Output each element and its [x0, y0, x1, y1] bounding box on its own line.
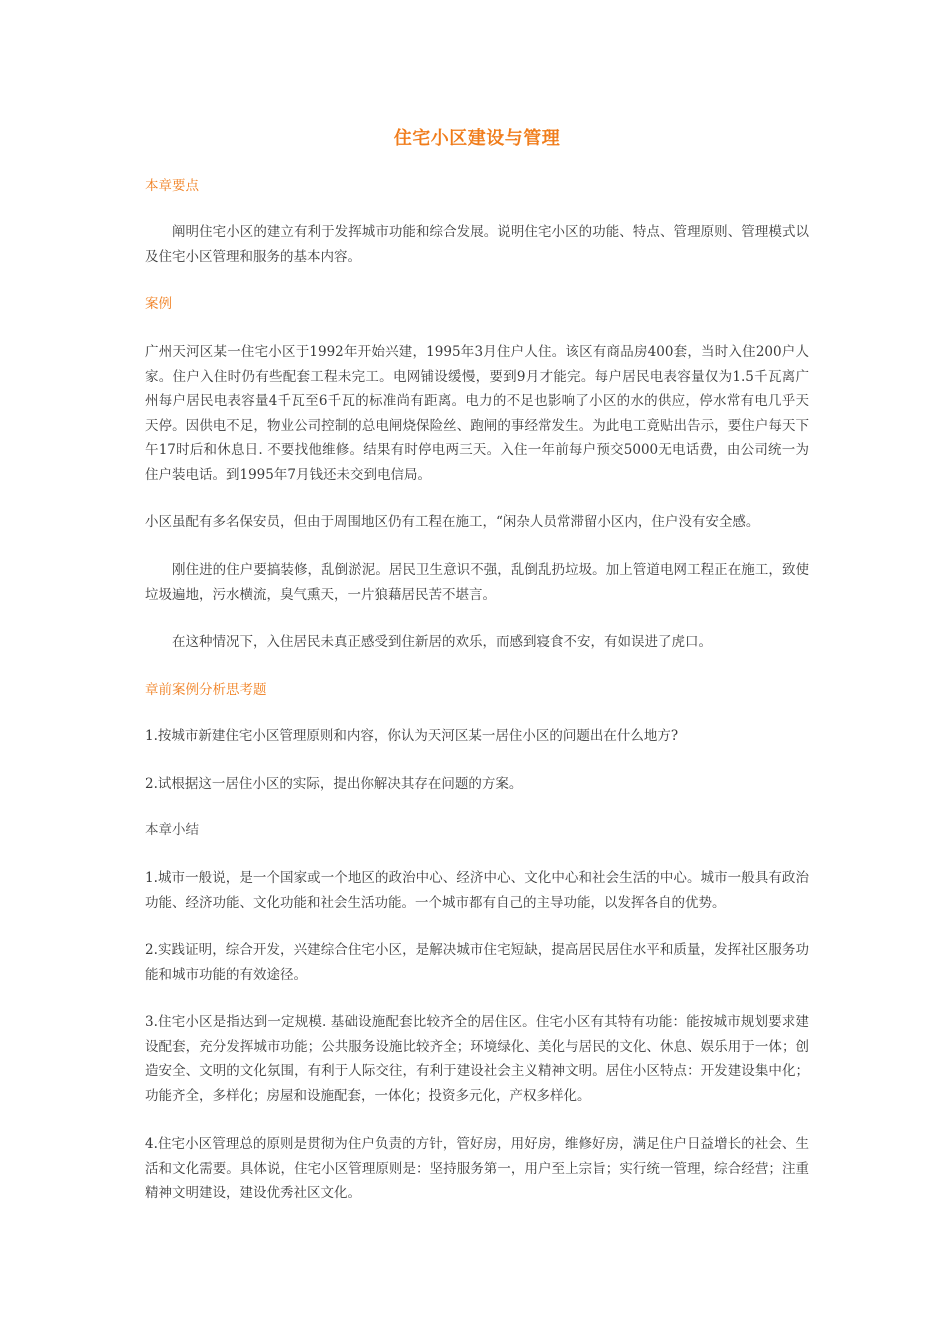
document-title: 住宅小区建设与管理	[393, 128, 561, 149]
summary-item-4: 4.住宅小区管理总的原则是贯彻为住户负责的方针，管好房，用好房，维修好房，满足住户日益增长的社会、生活和文化需要。具体说，住宅小区管理原则是：坚持服务第一，用户至上宗旨；实行统一管理，综合经营；注重精神文明建设，建设优秀社区文化。	[145, 1136, 809, 1201]
case-paragraph-4: 在这种情况下，入住居民未真正感受到住新居的欢乐，而感到寝食不安，有如误进了虎口。	[172, 634, 712, 650]
summary-item-2: 2.实践证明，综合开发，兴建综合住宅小区，是解决城市住宅短缺，提高居民居住水平和质量，发挥社区服务功能和城市功能的有效途径。	[145, 942, 809, 983]
case-heading: 案例	[145, 296, 172, 312]
question-1: 1.按城市新建住宅小区管理原则和内容，你认为天河区某一居住小区的问题出在什么地方?	[145, 728, 679, 744]
summary-heading: 本章小结	[145, 822, 199, 838]
summary-item-3: 3.住宅小区是指达到一定规模. 基础设施配套比较齐全的居住区。住宅小区有其特有功能：能按城市规划要求建设配套，充分发挥城市功能；公共服务设施比较齐全；环境绿化、美化与居民的文化、休息、娱乐用于一体；创造安全、文明的文化氛围，有利于人际交往，有利于建设社会主义精神文明。居住小区特点：开发建设集中化；功能齐全，多样化；房屋和设施配套，一体化；投资多元化，产权多样化。	[145, 1014, 809, 1104]
questions-heading: 章前案例分析思考题	[145, 682, 267, 698]
case-paragraph-2: 小区虽配有多名保安员，但由于周围地区仍有工程在施工，“闲杂人员常滞留小区内，住户没有安全感。	[145, 514, 760, 530]
case-paragraph-1: 广州天河区某一住宅小区于1992年开始兴建，1995年3月住户人住。该区有商品房400套，当时入住200户人家。住户入住时仍有些配套工程未完工。电网铺设缓慢，要到9月才能完。每户居民电表容量仅为1.5千瓦离广州每户居民电表容量4千瓦至6千瓦的标准尚有距离。电力的不足也影响了小区的水的供应，停水常有电几乎天天停。因供电不足，物业公司控制的总电闸烧保险丝、跑闸的事经常发生。为此电工竟贴出告示，要住户每天下午17时后和休息日. 不要找他维修。结果有时停电两三天。入住一年前每户预交5000无电话费，由公司统一为住户装电话。到1995年7月钱还未交到电信局。	[145, 344, 809, 483]
key-points-heading: 本章要点	[145, 178, 199, 194]
question-2: 2.试根据这一居住小区的实际，提出你解决其存在问题的方案。	[145, 776, 523, 792]
summary-item-1: 1.城市一般说，是一个国家或一个地区的政治中心、经济中心、文化中心和社会生活的中心。城市一般具有政治功能、经济功能、文化功能和社会生活功能。一个城市都有自己的主导功能，以发挥各自的优势。	[145, 870, 809, 911]
key-points-paragraph: 阐明住宅小区的建立有利于发挥城市功能和综合发展。说明住宅小区的功能、特点、管理原则、管理模式以及住宅小区管理和服务的基本内容。	[145, 224, 809, 265]
case-paragraph-3: 刚住进的住户要搞装修，乱倒淤泥。居民卫生意识不强，乱倒乱扔垃圾。加上管道电网工程正在施工，致使垃圾遍地，污水横流，臭气熏天，一片狼藉居民苦不堪言。	[145, 562, 809, 603]
